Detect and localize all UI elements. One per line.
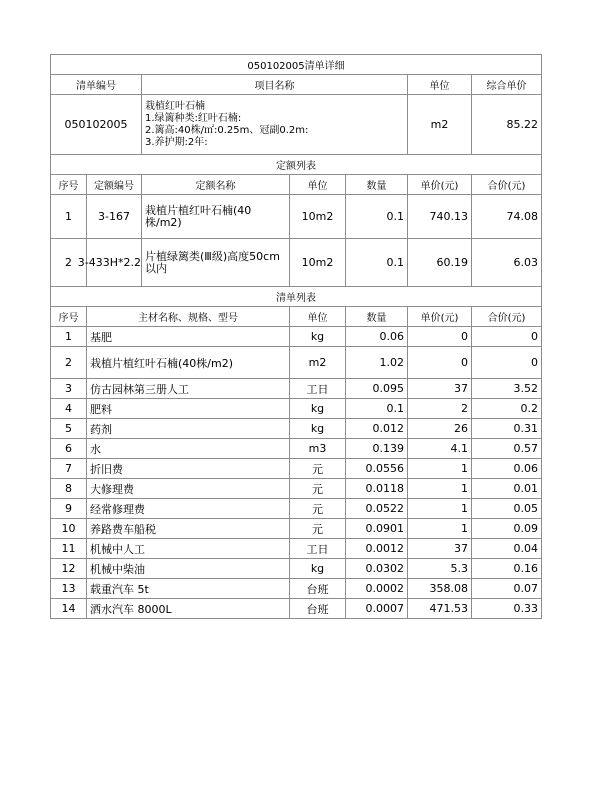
material-price: 4.1 bbox=[408, 439, 472, 459]
material-unit: 工日 bbox=[290, 379, 346, 399]
material-row bbox=[51, 559, 542, 579]
material-qty: 1.02 bbox=[346, 347, 408, 379]
header-code: 清单编号 bbox=[51, 75, 142, 95]
material-no: 3 bbox=[51, 379, 87, 399]
material-row bbox=[51, 439, 542, 459]
material-name: 洒水汽车 8000L bbox=[87, 599, 290, 619]
material-no: 10 bbox=[51, 519, 87, 539]
materials-header: 数量 bbox=[346, 307, 408, 327]
material-total: 0.06 bbox=[472, 459, 542, 479]
material-qty: 0.0012 bbox=[346, 539, 408, 559]
quota-name: 栽植片植红叶石楠(40株/m2) bbox=[142, 195, 290, 239]
material-total: 0.33 bbox=[472, 599, 542, 619]
material-no: 4 bbox=[51, 399, 87, 419]
material-total: 0.01 bbox=[472, 479, 542, 499]
material-no: 11 bbox=[51, 539, 87, 559]
material-qty: 0.0901 bbox=[346, 519, 408, 539]
quota-header: 单位 bbox=[290, 175, 346, 195]
header-price: 综合单价 bbox=[472, 75, 542, 95]
material-price: 1 bbox=[408, 499, 472, 519]
quota-row bbox=[51, 239, 542, 287]
quota-header-row bbox=[51, 175, 542, 195]
material-row bbox=[51, 579, 542, 599]
material-row bbox=[51, 419, 542, 439]
material-price: 358.08 bbox=[408, 579, 472, 599]
quota-code: 3-433H*2.2 bbox=[87, 239, 142, 287]
quota-total: 74.08 bbox=[472, 195, 542, 239]
material-price: 471.53 bbox=[408, 599, 472, 619]
material-unit: m3 bbox=[290, 439, 346, 459]
material-unit: 台班 bbox=[290, 579, 346, 599]
material-price: 1 bbox=[408, 519, 472, 539]
material-qty: 0.095 bbox=[346, 379, 408, 399]
material-no: 6 bbox=[51, 439, 87, 459]
quota-header: 合价(元) bbox=[472, 175, 542, 195]
material-total: 0.31 bbox=[472, 419, 542, 439]
quota-unit: 10m2 bbox=[290, 195, 346, 239]
header-name: 项目名称 bbox=[142, 75, 408, 95]
summary-row bbox=[51, 95, 542, 155]
material-row bbox=[51, 399, 542, 419]
material-price: 37 bbox=[408, 379, 472, 399]
material-name: 载重汽车 5t bbox=[87, 579, 290, 599]
material-no: 2 bbox=[51, 347, 87, 379]
quota-header: 数量 bbox=[346, 175, 408, 195]
material-price: 5.3 bbox=[408, 559, 472, 579]
materials-header: 合价(元) bbox=[472, 307, 542, 327]
material-no: 8 bbox=[51, 479, 87, 499]
header-unit: 单位 bbox=[408, 75, 472, 95]
material-no: 12 bbox=[51, 559, 87, 579]
summary-name-line: 3.养护期:2年: bbox=[145, 136, 208, 148]
material-total: 0 bbox=[472, 327, 542, 347]
material-row bbox=[51, 479, 542, 499]
material-qty: 0.0118 bbox=[346, 479, 408, 499]
material-price: 37 bbox=[408, 539, 472, 559]
material-total: 0.2 bbox=[472, 399, 542, 419]
material-no: 13 bbox=[51, 579, 87, 599]
material-unit: 元 bbox=[290, 519, 346, 539]
material-name: 养路费车船税 bbox=[87, 519, 290, 539]
material-qty: 0.0522 bbox=[346, 499, 408, 519]
quota-header: 单价(元) bbox=[408, 175, 472, 195]
quota-no: 1 bbox=[51, 195, 87, 239]
quota-qty: 0.1 bbox=[346, 239, 408, 287]
material-unit: 工日 bbox=[290, 539, 346, 559]
quota-header: 序号 bbox=[51, 175, 87, 195]
quota-section-title: 定额列表 bbox=[51, 155, 542, 175]
material-name: 肥料 bbox=[87, 399, 290, 419]
material-unit: m2 bbox=[290, 347, 346, 379]
quota-header: 定额名称 bbox=[142, 175, 290, 195]
material-qty: 0.0556 bbox=[346, 459, 408, 479]
material-qty: 0.1 bbox=[346, 399, 408, 419]
quota-header: 定额编号 bbox=[87, 175, 142, 195]
material-name: 仿古园林第三册人工 bbox=[87, 379, 290, 399]
material-price: 0 bbox=[408, 327, 472, 347]
materials-header: 单价(元) bbox=[408, 307, 472, 327]
material-unit: 台班 bbox=[290, 599, 346, 619]
materials-header: 主材名称、规格、型号 bbox=[87, 307, 290, 327]
summary-name bbox=[142, 95, 408, 155]
table-title: 050102005清单详细 bbox=[51, 55, 542, 75]
quota-price: 740.13 bbox=[408, 195, 472, 239]
material-name: 机械中柴油 bbox=[87, 559, 290, 579]
material-name: 基肥 bbox=[87, 327, 290, 347]
material-no: 14 bbox=[51, 599, 87, 619]
material-qty: 0.012 bbox=[346, 419, 408, 439]
summary-header-row bbox=[51, 75, 542, 95]
materials-header-row bbox=[51, 307, 542, 327]
material-unit: kg bbox=[290, 419, 346, 439]
material-unit: 元 bbox=[290, 479, 346, 499]
material-total: 0.05 bbox=[472, 499, 542, 519]
material-total: 3.52 bbox=[472, 379, 542, 399]
summary-name-line: 栽植红叶石楠 bbox=[145, 100, 205, 112]
material-unit: kg bbox=[290, 327, 346, 347]
material-row bbox=[51, 499, 542, 519]
material-row bbox=[51, 599, 542, 619]
material-qty: 0.0007 bbox=[346, 599, 408, 619]
material-no: 5 bbox=[51, 419, 87, 439]
quota-unit: 10m2 bbox=[290, 239, 346, 287]
material-unit: kg bbox=[290, 399, 346, 419]
material-row bbox=[51, 539, 542, 559]
material-row bbox=[51, 379, 542, 399]
material-price: 1 bbox=[408, 479, 472, 499]
material-price: 0 bbox=[408, 347, 472, 379]
materials-header: 单位 bbox=[290, 307, 346, 327]
material-row bbox=[51, 519, 542, 539]
material-name: 药剂 bbox=[87, 419, 290, 439]
summary-name-line: 2.篱高:40株/㎡:0.25m、冠副0.2m: bbox=[145, 124, 309, 136]
material-unit: 元 bbox=[290, 499, 346, 519]
material-qty: 0.0302 bbox=[346, 559, 408, 579]
material-total: 0 bbox=[472, 347, 542, 379]
material-qty: 0.0002 bbox=[346, 579, 408, 599]
quota-price: 60.19 bbox=[408, 239, 472, 287]
material-name: 水 bbox=[87, 439, 290, 459]
material-price: 1 bbox=[408, 459, 472, 479]
quota-code: 3-167 bbox=[87, 195, 142, 239]
material-row bbox=[51, 459, 542, 479]
quota-qty: 0.1 bbox=[346, 195, 408, 239]
material-name: 机械中人工 bbox=[87, 539, 290, 559]
summary-price: 85.22 bbox=[472, 95, 542, 155]
material-qty: 0.139 bbox=[346, 439, 408, 459]
material-name: 大修理费 bbox=[87, 479, 290, 499]
detail-table bbox=[50, 54, 542, 619]
material-name: 折旧费 bbox=[87, 459, 290, 479]
summary-code: 050102005 bbox=[51, 95, 142, 155]
quota-row bbox=[51, 195, 542, 239]
material-qty: 0.06 bbox=[346, 327, 408, 347]
quota-total: 6.03 bbox=[472, 239, 542, 287]
material-unit: 元 bbox=[290, 459, 346, 479]
material-total: 0.09 bbox=[472, 519, 542, 539]
material-name: 栽植片植红叶石楠(40株/m2) bbox=[87, 347, 290, 379]
material-price: 26 bbox=[408, 419, 472, 439]
materials-section-title: 清单列表 bbox=[51, 287, 542, 307]
material-no: 1 bbox=[51, 327, 87, 347]
quota-no: 2 bbox=[51, 239, 87, 287]
material-unit: kg bbox=[290, 559, 346, 579]
quota-name: 片植绿篱类(Ⅲ级)高度50cm以内 bbox=[142, 239, 290, 287]
material-total: 0.04 bbox=[472, 539, 542, 559]
material-row bbox=[51, 347, 542, 379]
material-name: 经常修理费 bbox=[87, 499, 290, 519]
material-total: 0.07 bbox=[472, 579, 542, 599]
materials-header: 序号 bbox=[51, 307, 87, 327]
material-total: 0.16 bbox=[472, 559, 542, 579]
summary-unit: m2 bbox=[408, 95, 472, 155]
summary-name-line: 1.绿篱种类:红叶石楠: bbox=[145, 112, 242, 124]
material-no: 9 bbox=[51, 499, 87, 519]
material-total: 0.57 bbox=[472, 439, 542, 459]
material-no: 7 bbox=[51, 459, 87, 479]
material-row bbox=[51, 327, 542, 347]
materials-body bbox=[51, 327, 542, 619]
material-price: 2 bbox=[408, 399, 472, 419]
